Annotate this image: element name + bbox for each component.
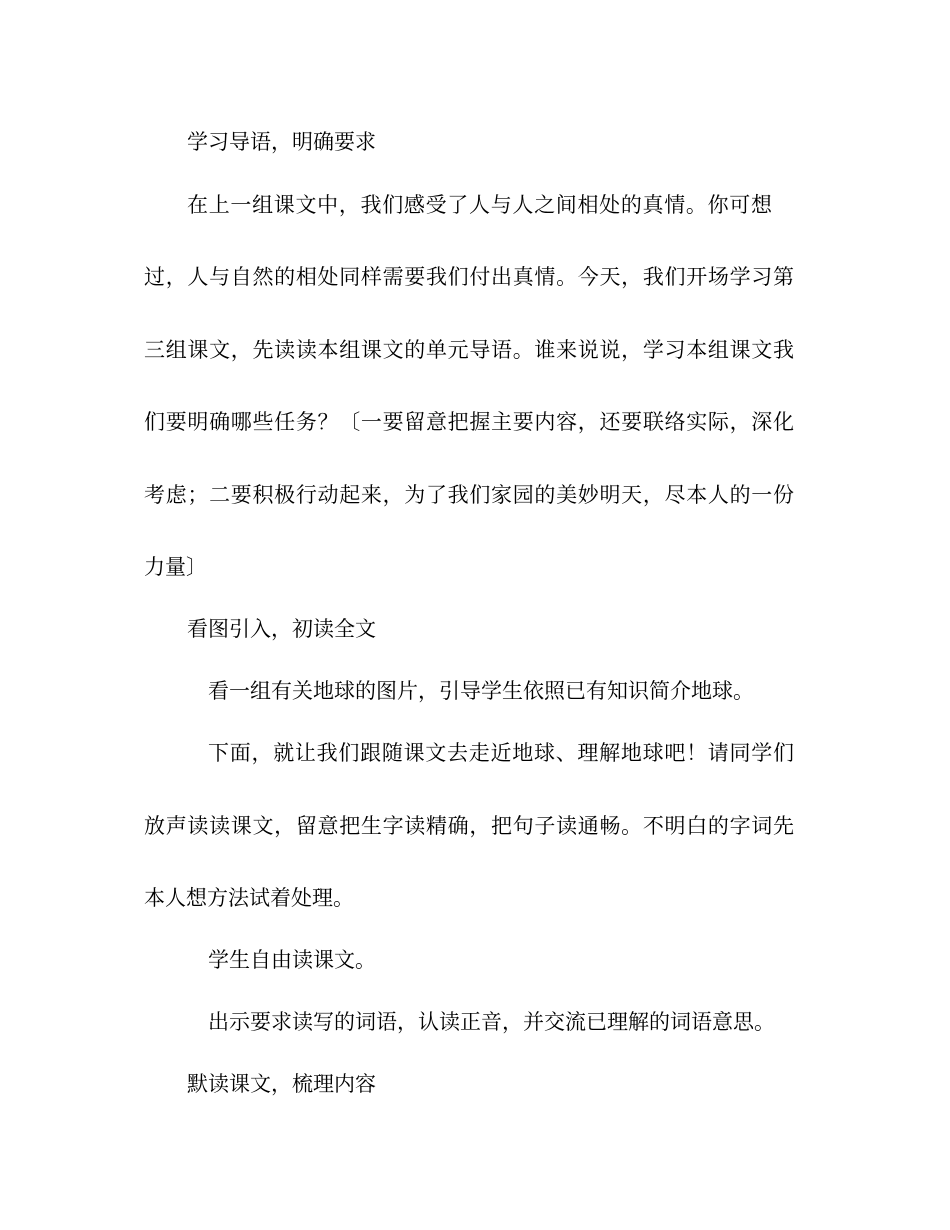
paragraph-line: 在上一组课文中，我们感受了人与人之间相处的真情。你可想 [187,193,772,217]
paragraph-line: 本人想方法试着处理。 [144,886,354,910]
paragraph-line: 考虑；二要积极行动起来，为了我们家园的美妙明天，尽本人的一份 [144,483,794,507]
paragraph-line: 放声读读课文，留意把生字读精确，把句子读通畅。不明白的字词先 [144,814,794,838]
section-heading-1: 学习导语，明确要求 [187,130,376,154]
paragraph-line: 们要明确哪些任务？〔一要留意把握主要内容，还要联络实际，深化 [144,410,794,434]
paragraph-line: 出示要求读写的词语，认读正音，并交流已理解的词语意思。 [208,1010,775,1034]
paragraph-line: 过，人与自然的相处同样需要我们付出真情。今天，我们开场学习第 [144,265,794,289]
section-heading-2: 看图引入，初读全文 [187,617,376,641]
section-heading-3: 默读课文，梳理内容 [187,1072,376,1096]
paragraph-line: 三组课文，先读读本组课文的单元导语。谁来说说，学习本组课文我 [144,338,794,362]
paragraph-line: 看一组有关地球的图片，引导学生依照已有知识简介地球。 [208,679,754,703]
paragraph-line: 下面，就让我们跟随课文去走近地球、理解地球吧！请同学们 [208,741,794,765]
paragraph-line: 学生自由读课文。 [208,948,376,972]
paragraph-line: 力量〕 [144,555,207,579]
